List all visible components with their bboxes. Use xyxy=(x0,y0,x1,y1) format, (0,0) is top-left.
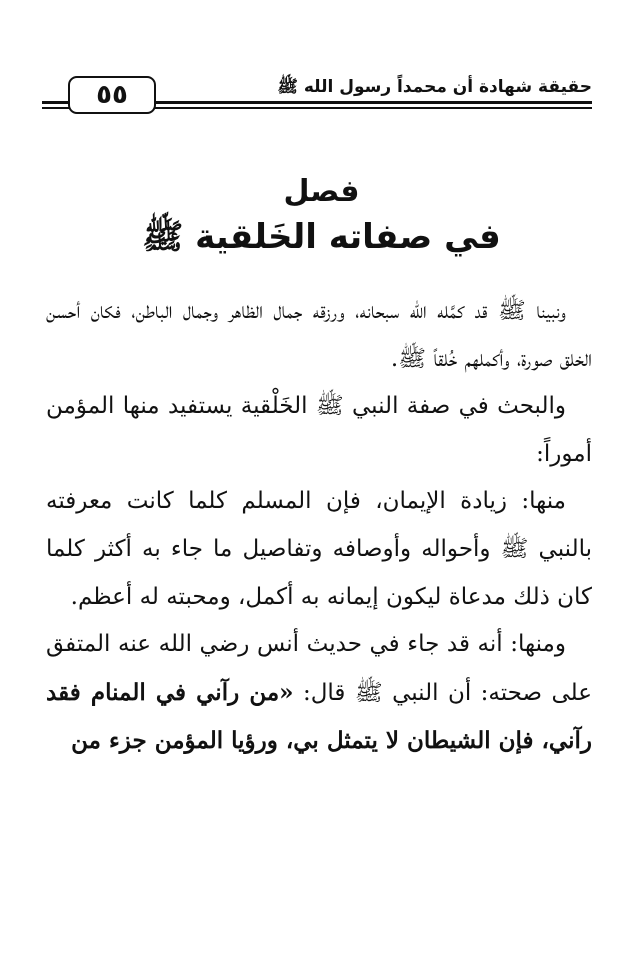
paragraph-3: منها: زيادة الإيمان، فإن المسلم كلما كانت معرفته بالنبي ﷺ وأحواله وأوصافه وتفاصيل ما جاء به أكثر كلما كان ذلك مدعاة ليكون إيمانه به أكمل، ومحبته له أعظم. xyxy=(46,488,592,610)
page-number: ٥٥ xyxy=(68,76,156,114)
running-title: حقيقة شهادة أن محمداً رسول الله ﷺ xyxy=(271,76,592,98)
body-text xyxy=(46,288,592,766)
section-label: فصل xyxy=(283,174,360,209)
hadith-quote: «من رآني في المنام فقد رآني، فإن الشيطان لا يتمثل بي، ورؤيا المؤمن جزء من xyxy=(46,678,592,755)
paragraph-4 xyxy=(46,621,592,766)
paragraph-4-intro: ومنها: أنه قد جاء في حديث أنس رضي الله عنه المتفق على صحته: أن النبي ﷺ قال: xyxy=(46,631,592,706)
paragraph-2: والبحث في صفة النبي ﷺ الخَلْقية يستفيد منها المؤمن أموراً: xyxy=(46,393,592,467)
section-title: في صفاته الخَلقية ﷺ xyxy=(142,217,501,257)
running-header xyxy=(42,76,592,116)
paragraph-1: ونبينا ﷺ قد كمَّله الله سبحانه، ورزقه جمال الظاهر وجمال الباطن، فكان أحسن الخلق صورة، وأكملهم خُلقاً ﷺ. xyxy=(46,298,592,372)
